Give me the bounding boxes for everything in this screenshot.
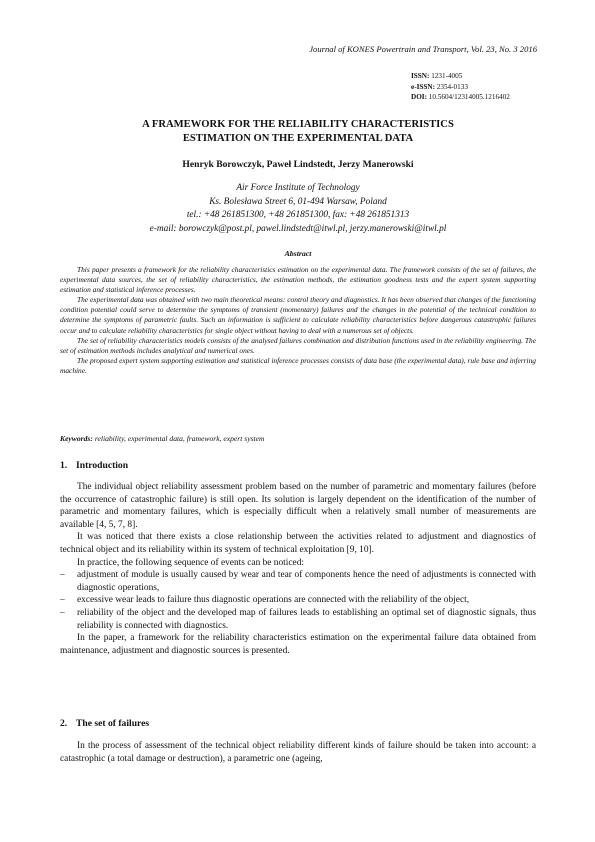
abstract-paragraph: The experimental data was obtained with two main theoretical means: control theory and diagnostics. It has been observed that changes of the functioning condition potential could serve to determine the symptoms of transient (momentary) failures and the changes in the potential of the technical condition to determine the symptoms of parametric faults. Such an information is sufficient to calculate reliability characteristics before dangerous catastrophic failures occur and to calculate reliability characteristics for single object without having to deal with a numerous set of objects. — [60, 295, 536, 335]
abstract-body — [60, 265, 536, 376]
authors: Henryk Borowczyk, Paweł Lindstedt, Jerzy Manerowski — [182, 159, 414, 170]
affiliation-address: Ks. Bolesława Street 6, 01-494 Warsaw, Poland — [209, 196, 387, 207]
abstract-heading: Abstract — [284, 249, 312, 258]
affiliation-institute: Air Force Institute of Technology — [236, 183, 360, 193]
paper-title: A FRAMEWORK FOR THE RELIABILITY CHARACTERISTICS ESTIMATION ON THE EXPERIMENTAL DATA — [142, 119, 454, 144]
keywords — [60, 434, 536, 443]
list-item: – reliability of the object and the developed map of failures leads to establishing an optimal set of diagnostic signals, thus reliability is connected with diagnostics. — [60, 607, 536, 631]
body-paragraph: In practice, the following sequence of events can be noticed: — [77, 557, 304, 568]
abstract-paragraph: This paper presents a framework for the reliability characteristics estimation on the experimental data. The framework consists of the set of failures, the experimental data sources, the set of reliability characteristics, the estimation methods, the estimation goodness tests and the expert system supporting estimation and statistical inference processes. — [60, 265, 536, 295]
body-paragraph: In the paper, a framework for the reliability characteristics estimation on the experimental failure data obtained from maintenance, adjustment and diagnostic sources is presented. — [60, 633, 536, 656]
keywords-label: Keywords: — [60, 434, 93, 443]
body-paragraph: In the process of assessment of the technical object reliability different kinds of failure should be taken into account: a catastrophic (a total damage or destruction), a parametric one (ageing, — [60, 741, 536, 764]
event-list — [60, 569, 536, 632]
abstract-paragraph: The set of reliability characteristics models consists of the analysed failures combination and distribution functions used in the reliability engineering. The set of estimation methods includes analytical and numerical ones. — [60, 335, 536, 355]
eissn-line: e-ISSN: 2354-0133 — [411, 82, 468, 91]
affiliation-email: e-mail: borowczyk@post.pl, pawel.lindstedt@itwl.pl, jerzy.manerowski@itwl.pl — [149, 223, 447, 234]
identifier-block — [411, 71, 510, 103]
section-body-introduction — [60, 481, 536, 657]
affiliation — [60, 182, 536, 236]
list-item: – adjustment of module is usually caused by wear and tear of components hence the need of adjustments is connected with diagnostic operations, — [60, 570, 536, 593]
section-body-set-of-failures — [60, 740, 536, 765]
list-item: – excessive wear leads to failure thus diagnostic operations are connected with the reliability of the object, — [60, 595, 470, 606]
affiliation-phone: tel.: +48 261851300, +48 261851300, fax: +48 261851313 — [186, 210, 410, 221]
keywords-text: reliability, experimental data, framework, expert system — [94, 434, 265, 443]
issn-line: ISSN: 1231-4005 — [411, 72, 463, 80]
doi-line: DOI: 10.5604/12314005.1216402 — [411, 93, 510, 102]
abstract-paragraph: The proposed expert system supporting estimation and statistical inference processes consists of data base (the experimental data), rule base and inferring machine. — [60, 355, 536, 375]
body-paragraph: It was noticed that there exists a close relationship between the activities related to adjustment and diagnostics of technical object and its reliability within its system of technical exploitation [9, 10]. — [60, 532, 536, 555]
journal-header: Journal of KONES Powertrain and Transport, Vol. 23, No. 3 2016 — [309, 44, 537, 54]
section-heading-set-of-failures: 2. The set of failures — [60, 718, 150, 729]
body-paragraph: The individual object reliability assessment problem based on the number of parametric and momentary failures (before the occurrence of catastrophic failure) is still open. Its solution is largely dependent on the identification of the number of parametric and momentary failures, which is especially difficult when a relatively small number of measurements are available [4, 5, 7, 8]. — [60, 482, 536, 530]
section-heading-introduction: 1. Introduction — [60, 460, 129, 471]
